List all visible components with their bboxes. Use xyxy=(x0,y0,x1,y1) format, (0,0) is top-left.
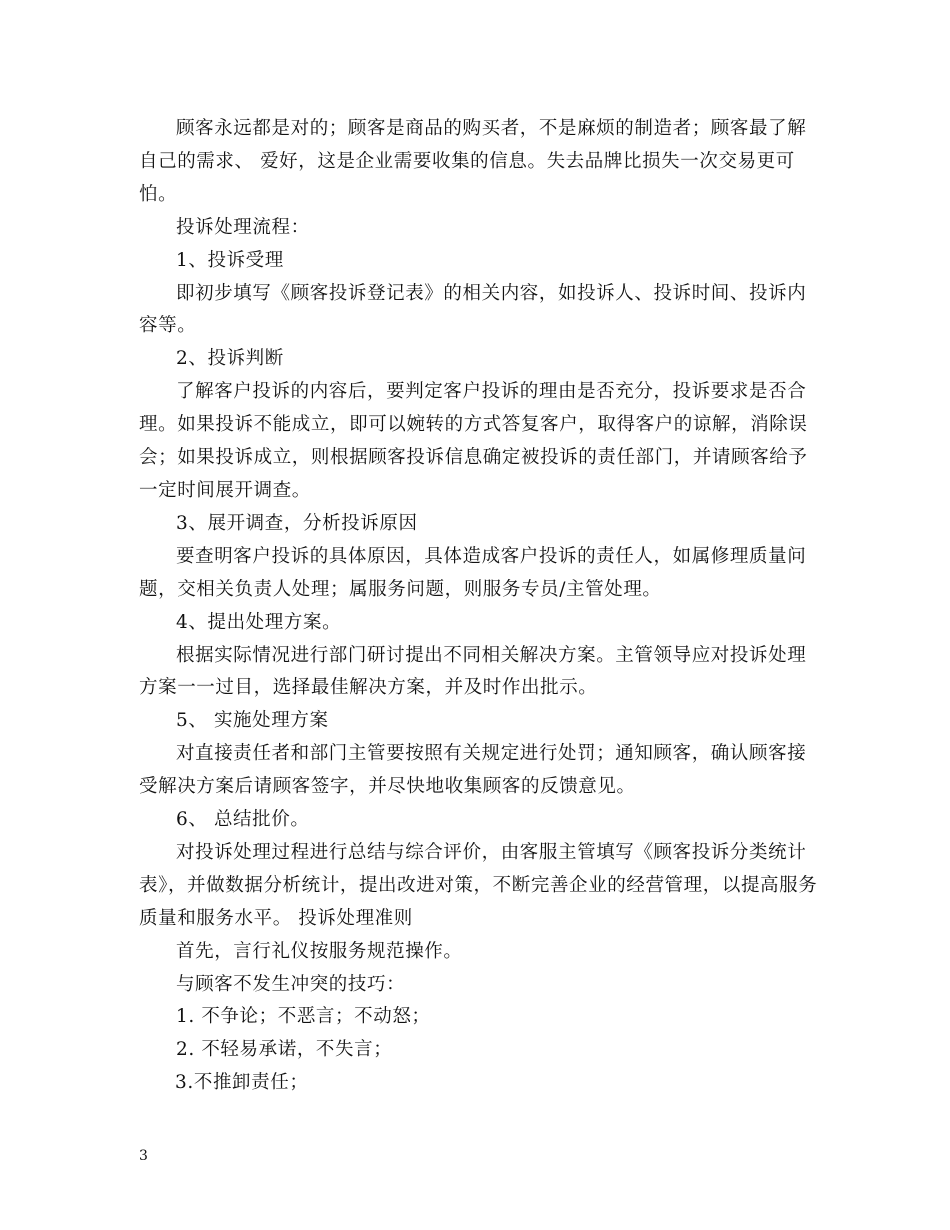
list-item: 3.不推卸责任； xyxy=(175,1072,309,1094)
page-number: 3 xyxy=(139,1148,148,1164)
step-heading: 3、展开调查，分析投诉原因 xyxy=(176,512,418,534)
paragraph: 对直接责任者和部门主管要按照有关规定进行处罚；通知顾客，确认顾客接受解决方案后请顾客签字，并尽快地收集顾客的反馈意见。 xyxy=(139,743,807,798)
paragraph: 即初步填写《顾客投诉登记表》的相关内容，如投诉人、投诉时间、投诉内容等。 xyxy=(139,282,807,337)
paragraph: 顾客永远都是对的；顾客是商品的购买者，不是麻烦的制造者；顾客最了解自己的需求、 爱好，这是企业需要收集的信息。失去品牌比损失一次交易更可怕。 xyxy=(139,118,807,205)
step-heading: 4、提出处理方案。 xyxy=(176,611,342,633)
step-heading: 1、投诉受理 xyxy=(176,249,284,271)
paragraph: 首先，言行礼仪按服务规范操作。 xyxy=(176,940,463,962)
step-heading: 6、 总结批价。 xyxy=(176,809,310,831)
section-heading: 投诉处理流程： xyxy=(176,216,310,238)
paragraph: 根据实际情况进行部门研讨提出不同相关解决方案。主管领导应对投诉处理方案一一过目，选择最佳解决方案，并及时作出批示。 xyxy=(139,644,807,699)
paragraph: 对投诉处理过程进行总结与综合评价，由客服主管填写《顾客投诉分类统计表》，并做数据分析统计，提出改进对策，不断完善企业的经营管理，以提高服务质量和服务水平。 投诉处理准则 xyxy=(139,841,818,929)
paragraph: 要查明客户投诉的具体原因，具体造成客户投诉的责任人，如属修理质量问题，交相关负责人处理；属服务问题，则服务专员/主管处理。 xyxy=(139,545,807,600)
step-heading: 2、投诉判断 xyxy=(176,348,284,370)
step-heading: 5、 实施处理方案 xyxy=(176,710,329,732)
paragraph: 了解客户投诉的内容后，要判定客户投诉的理由是否充分，投诉要求是否合理。如果投诉不能成立，即可以婉转的方式答复客户，取得客户的谅解，消除误会；如果投诉成立，则根据顾客投诉信息确定被投诉的责任部门，并请顾客给予一定时间展开调查。 xyxy=(139,381,808,501)
document-body xyxy=(139,113,819,1100)
paragraph: 与顾客不发生冲突的技巧： xyxy=(176,973,406,995)
list-item: 2. 不轻易承诺，不失言； xyxy=(176,1039,393,1061)
list-item: 1. 不争论；不恶言；不动怒； xyxy=(176,1006,431,1028)
